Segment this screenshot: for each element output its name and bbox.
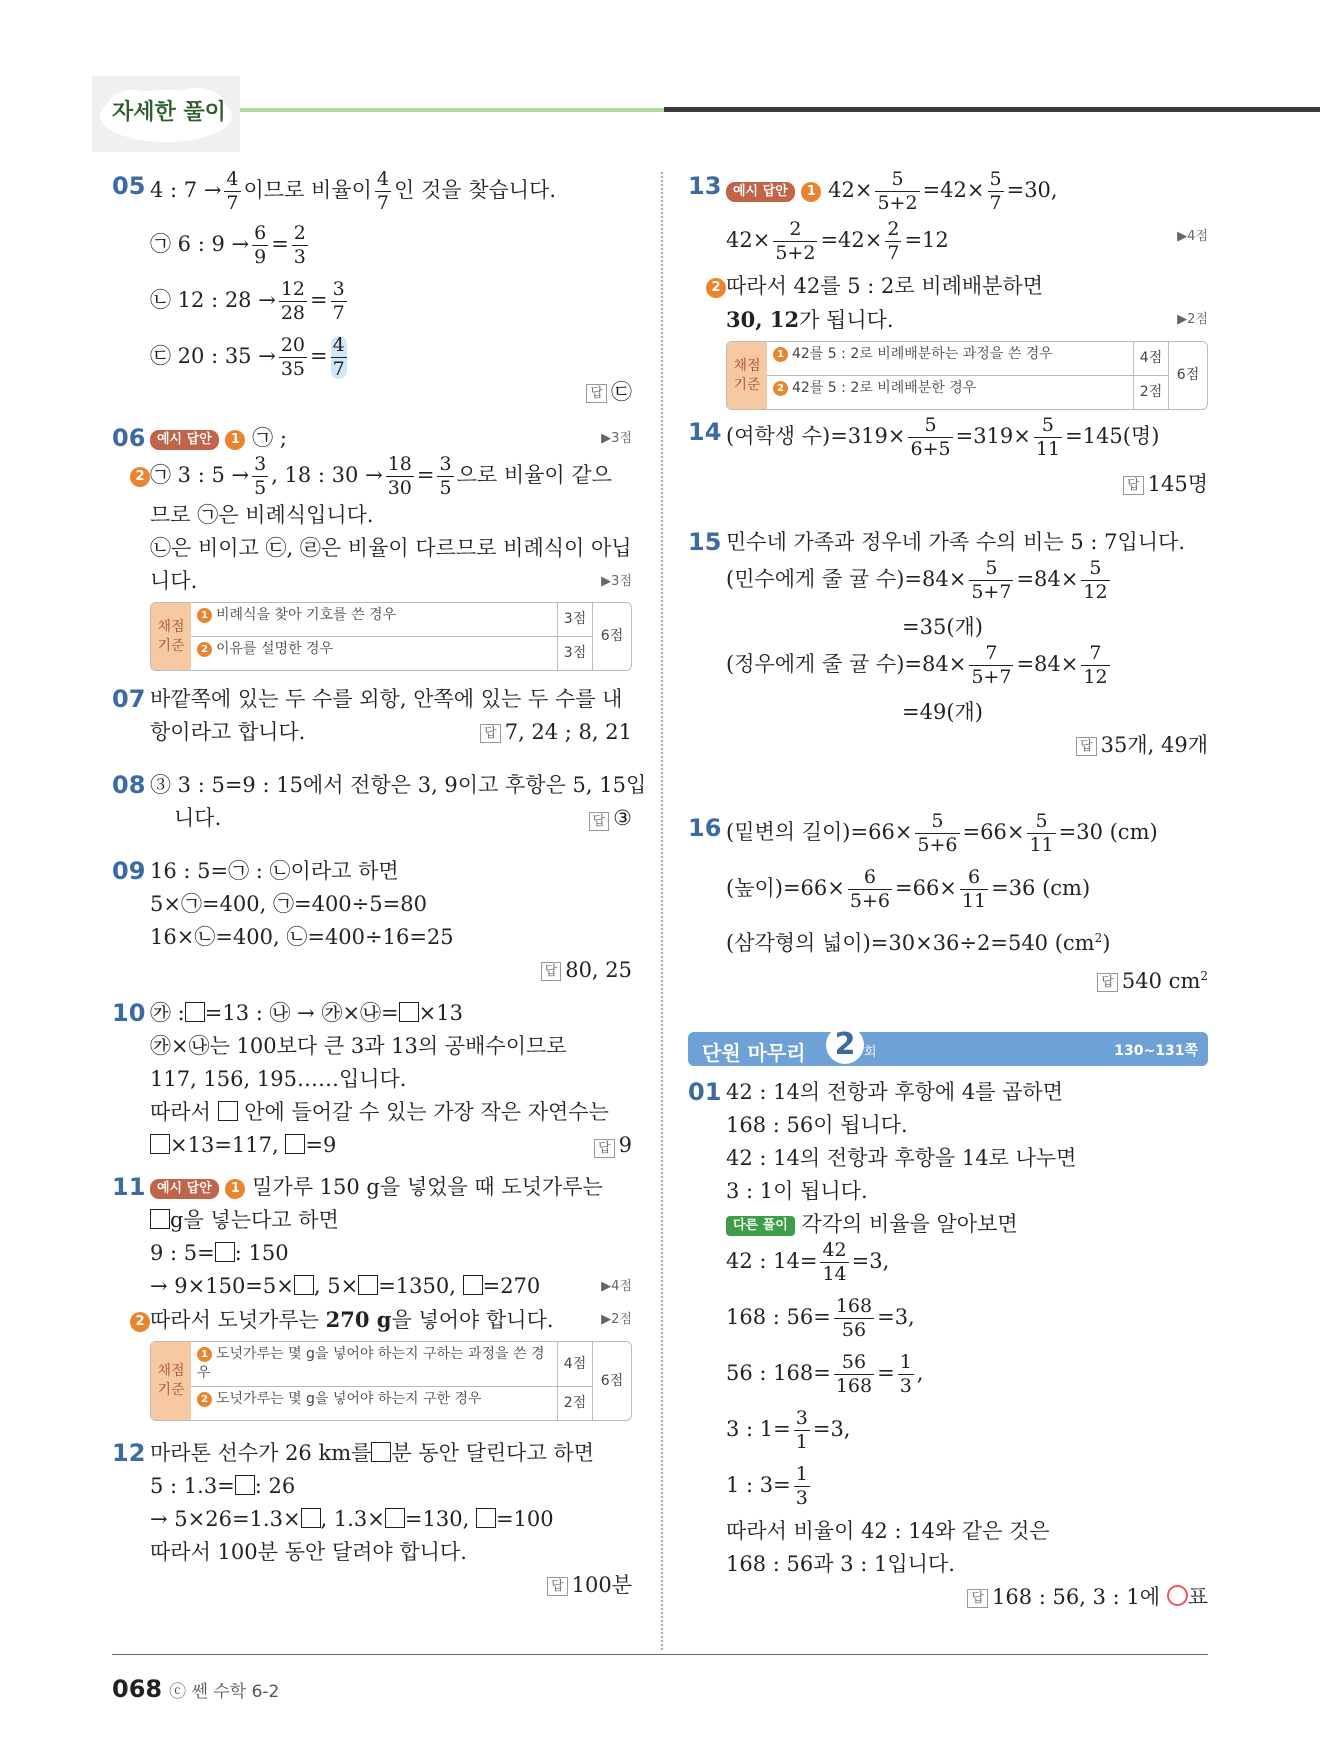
problem-12: 12 마라톤 선수가 26 km를 분 동안 달린다고 하면 5 : 1.3= : 26 → 5×26=1.3× , 1.3× =130, =100 따라서 100분 동안 달려야 합니다. 답 100분 <box>112 1439 632 1597</box>
grading-criteria: 채점 기준 1 42를 5 : 2로 비례배분하는 과정을 쓴 경우 4점 2 42를 5 : 2로 비례배분한 경우 2점 6점 <box>726 341 1208 410</box>
column-divider <box>661 172 663 1650</box>
problem-number: 06 <box>112 424 146 452</box>
problem-10: 10 ㉮ : =13 : ㉯ → ㉮×㉯= ×13 ㉮×㉯는 100보다 큰 3과 13의 공배수이므로 117, 156, 195……입니다. 따라서 안에 들어갈 수 있는 가장 작은 자연수는 ×13=117, =9 답 9 <box>112 999 632 1157</box>
unit-review-banner: 단원 마무리 2 회 130~131쪽 <box>688 1032 1208 1066</box>
blank-box <box>215 1242 235 1262</box>
problem-08: 08 ③ 3 : 5=9 : 15에서 전항은 3, 9이고 후항은 5, 15입 니다. 답 ③ <box>112 771 647 830</box>
left-column <box>112 168 647 1597</box>
alternative-solution-badge: 다른 풀이 <box>726 1216 795 1236</box>
footer: 068 ⓒ 쎈 수학 6-2 <box>112 1675 280 1703</box>
header-line-dark <box>664 107 1320 112</box>
problem-number: 05 <box>112 172 146 200</box>
problem-11: 11 예시 답안 1 밀가루 150 g을 넣었을 때 도넛가루는 g을 넣는다고 하면 9 : 5= : 150 → 9×150=5× , 5× =1350, =270 ▶4점 2 따라서 도넛가루는 270 g을 넣어야 합니다. ▶2점 채점 기준 1 도넛가루는 몇 g을 넣어야 하는지 구하는 과정을 쓴 경우 4점 2 도넛가루는 몇 g을 넣어야 하는지 구한 경우 2점 6점 <box>112 1171 632 1423</box>
blank-box <box>218 1101 238 1121</box>
example-answer-badge: 예시 답안 <box>150 1179 219 1199</box>
header-line-green <box>240 108 664 112</box>
blank-box <box>150 1134 170 1154</box>
answer: 답 ㉢ <box>150 376 632 409</box>
problem-05: 05 4 : 7 → $\frac{4}{7}$ 이므로 비율이 $\frac{4}{7}$ 인 것을 찾습니다. ㉠ 6 : 9 → $\frac{6}{9}$ = $\frac{2}{3}$ ㉡ 12 : 28 → $\frac{12}{28}$ = $\frac{3}{7}$ ㉢ 20 : 35 → $\frac{20}{35}$ = $\frac{4}{7}$ 답 ㉢ <box>112 170 632 408</box>
highlighted-answer: $\frac{4}{7}$ <box>332 334 345 380</box>
review-question-01: 01 42 : 14의 전항과 후항에 4를 곱하면 168 : 56이 됩니다. 42 : 14의 전항과 후항을 14로 나누면 3 : 1이 됩니다. 다른 풀이 각각의 비율을 알아보면 42 : 14= $\frac{42}{14}$ =3, 168 : 56= $\frac{168}{56}$ =3, 56 : 168= $\frac{56}{168}$ = $\frac{1}{3}$ , 3 : 1= $\frac{3}{1}$ =3, 1 : 3= $\frac{1}{3}$ 따라서 비율이 42 : 14와 같은 것은 168 : 56과 3 : 1입니다. 답 168 : 56, 3 : 1에 표 <box>688 1078 1208 1609</box>
problem-14: 14 (여학생 수)=319× $\frac{5}{6+5}$ =319× $\frac{5}{11}$ =145(명) 답 145명 <box>688 414 1208 496</box>
blank-box <box>150 1209 170 1229</box>
circle-mark-icon <box>1167 1585 1188 1606</box>
grading-criteria: 채점 기준 1 도넛가루는 몇 g을 넣어야 하는지 구하는 과정을 쓴 경우 4점 2 도넛가루는 몇 g을 넣어야 하는지 구한 경우 2점 6점 <box>150 1341 632 1421</box>
right-column <box>688 170 1208 1614</box>
blank-box <box>185 1002 205 1022</box>
blank-box <box>399 1002 419 1022</box>
example-answer-badge: 예시 답안 <box>726 182 795 202</box>
problem-15: 15 민수네 가족과 정우네 가족 수의 비는 5 : 7입니다. (민수에게 줄 귤 수)=84× $\frac{5}{5+7}$ =84× $\frac{5}{12}$ =35(개) (정우에게 줄 귤 수)=84× $\frac{7}{5+7}$ =84× $\frac{7}{12}$ =49(개) 답 35개, 49개 <box>688 528 1208 757</box>
problem-07: 07 바깥쪽에 있는 두 수를 외항, 안쪽에 있는 두 수를 내 항이라고 합니다. 답 7, 24 ; 8, 21 <box>112 685 632 744</box>
example-answer-badge: 예시 답안 <box>150 430 219 450</box>
header-title: 자세한 풀이 <box>112 100 226 125</box>
footer-line <box>112 1654 1208 1655</box>
blank-box <box>285 1134 305 1154</box>
problem-13: 13 예시 답안 1 42× $\frac{5}{5+2}$ =42× $\frac{5}{7}$ =30, 42× $\frac{2}{5+2}$ =42× $\frac{2}{7}$ =12 ▶4점 2 따라서 42를 5 : 2로 비례배분하면 30, 12가 됩니다. ▶2점 채점 기준 1 42를 5 : 2로 비례배분하는 과정을 쓴 경우 4점 2 42를 5 : 2로 비례배분한 경우 2점 6점 <box>688 170 1208 416</box>
problem-16: 16 (밑변의 길이)=66× $\frac{5}{5+6}$ =66× $\frac{5}{11}$ =30 (cm) (높이)=66× $\frac{6}{5+6}$ =66× $\frac{6}{11}$ =36 (cm) (삼각형의 넓이)=30×36÷2=540 $(cm^2)$ 답 540 $cm^2$ <box>688 810 1208 993</box>
grading-criteria: 채점 기준 1 비례식을 찾아 기호를 쓴 경우 3점 2 이유를 설명한 경우 3점 6점 <box>150 602 632 671</box>
problem-09: 09 16 : 5=㉠ : ㉡이라고 하면 5×㉠=400, ㉠=400÷5=80 16×㉡=400, ㉡=400÷16=25 답 80, 25 <box>112 857 632 982</box>
problem-06: 06 예시 답안 1 ㉠ ; ▶3점 2 ㉠ 3 : 5 → $\frac{3}{5}$ , 18 : 30 → $\frac{18}{30}$ = $\frac{3}{5}$ 으로 비율이 같으 므로 ㉠은 비례식입니다. ㉡은 비이고 ㉢, ㉣은 비율이 다르므로 비례식이 아닙 니다. ▶3점 채점 기준 1 비례식을 찾아 기호를 쓴 경우 3점 2 이유를 설명한 경우 3점 6점 <box>112 422 632 677</box>
